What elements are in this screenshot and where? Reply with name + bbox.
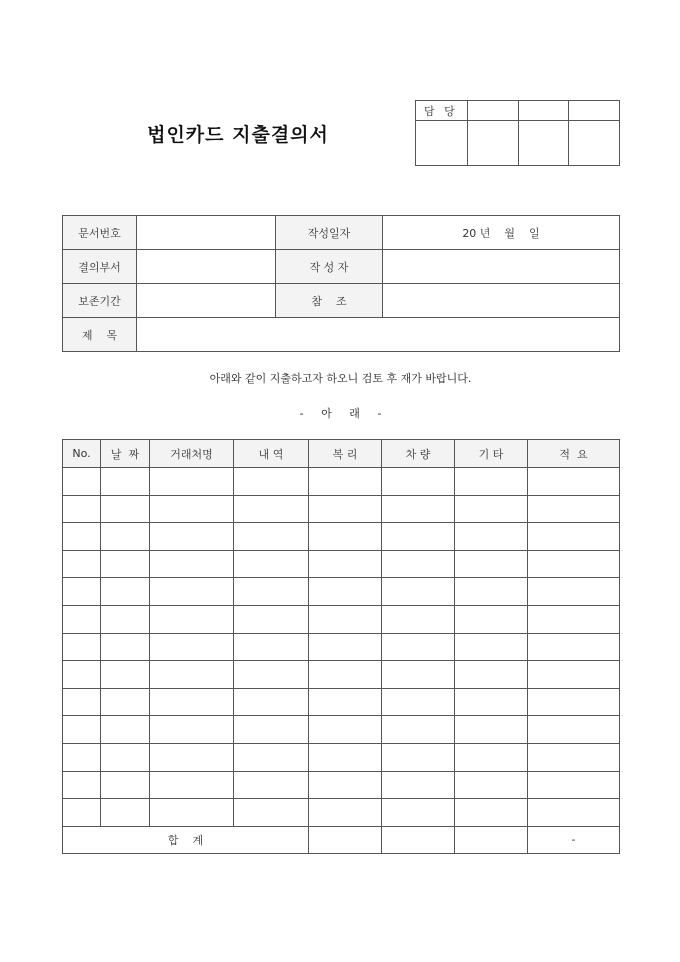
table-cell[interactable] — [150, 605, 234, 633]
author-label: 작 성 자 — [276, 250, 383, 284]
table-cell[interactable] — [309, 633, 382, 661]
table-cell[interactable] — [234, 633, 309, 661]
table-cell[interactable] — [150, 771, 234, 799]
table-cell[interactable] — [101, 468, 150, 496]
table-cell[interactable] — [382, 661, 455, 689]
retention-label: 보존기간 — [63, 284, 137, 318]
table-cell[interactable] — [101, 771, 150, 799]
table-cell[interactable] — [309, 771, 382, 799]
table-cell[interactable] — [63, 743, 101, 771]
approval-signer-header[interactable] — [569, 101, 620, 121]
table-cell[interactable] — [455, 495, 528, 523]
column-header: 차 량 — [382, 440, 455, 468]
table-cell[interactable] — [455, 661, 528, 689]
table-cell[interactable] — [101, 799, 150, 827]
table-cell[interactable] — [63, 661, 101, 689]
table-cell[interactable] — [63, 716, 101, 744]
table-row — [63, 771, 620, 799]
table-cell[interactable] — [101, 743, 150, 771]
table-cell[interactable] — [455, 716, 528, 744]
table-cell[interactable] — [234, 661, 309, 689]
table-cell[interactable] — [63, 468, 101, 496]
column-header: No. — [63, 440, 101, 468]
table-cell[interactable] — [309, 605, 382, 633]
table-cell[interactable] — [101, 578, 150, 606]
table-cell[interactable] — [309, 688, 382, 716]
table-cell[interactable] — [150, 633, 234, 661]
table-cell[interactable] — [234, 550, 309, 578]
table-cell[interactable] — [309, 550, 382, 578]
table-cell[interactable] — [234, 771, 309, 799]
table-cell[interactable] — [234, 578, 309, 606]
table-cell[interactable] — [309, 743, 382, 771]
table-cell[interactable] — [382, 468, 455, 496]
table-cell[interactable] — [528, 661, 620, 689]
table-cell[interactable] — [382, 523, 455, 551]
table-cell[interactable] — [382, 688, 455, 716]
table-cell[interactable] — [234, 688, 309, 716]
table-cell[interactable] — [309, 661, 382, 689]
doc-number-label: 문서번호 — [63, 216, 137, 250]
reference-label: 참 조 — [276, 284, 383, 318]
table-cell[interactable] — [309, 578, 382, 606]
table-cell[interactable] — [455, 799, 528, 827]
total-cell[interactable] — [382, 826, 455, 853]
total-cell[interactable] — [309, 826, 382, 853]
column-header: 기 타 — [455, 440, 528, 468]
table-cell[interactable] — [382, 550, 455, 578]
approval-table — [415, 100, 620, 166]
table-cell[interactable] — [234, 743, 309, 771]
table-cell[interactable] — [150, 523, 234, 551]
request-sentence: 아래와 같이 지출하고자 하오니 검토 후 재가 바랍니다. — [209, 372, 472, 385]
table-cell[interactable] — [309, 523, 382, 551]
table-row — [63, 550, 620, 578]
table-cell[interactable] — [234, 605, 309, 633]
table-cell[interactable] — [234, 716, 309, 744]
table-cell[interactable] — [101, 716, 150, 744]
table-cell[interactable] — [63, 799, 101, 827]
column-header: 거래처명 — [150, 440, 234, 468]
table-cell[interactable] — [234, 799, 309, 827]
table-cell[interactable] — [528, 523, 620, 551]
column-header: 복 리 — [309, 440, 382, 468]
table-cell[interactable] — [528, 716, 620, 744]
expense-table — [62, 439, 620, 854]
table-row — [63, 578, 620, 606]
table-row — [63, 688, 620, 716]
table-row — [63, 716, 620, 744]
table-row — [63, 605, 620, 633]
table-cell[interactable] — [309, 799, 382, 827]
table-row — [63, 743, 620, 771]
table-cell[interactable] — [150, 495, 234, 523]
table-cell[interactable] — [63, 688, 101, 716]
table-cell[interactable] — [528, 771, 620, 799]
approval-label: 담 당 — [416, 101, 468, 121]
table-row — [63, 468, 620, 496]
table-cell[interactable] — [150, 688, 234, 716]
column-header: 내 역 — [234, 440, 309, 468]
table-cell[interactable] — [150, 578, 234, 606]
table-row — [63, 633, 620, 661]
column-header: 적 요 — [528, 440, 620, 468]
dept-field[interactable] — [137, 250, 276, 284]
table-cell[interactable] — [63, 605, 101, 633]
table-cell[interactable] — [63, 633, 101, 661]
table-cell[interactable] — [150, 716, 234, 744]
table-cell[interactable] — [150, 799, 234, 827]
table-cell[interactable] — [63, 495, 101, 523]
table-cell[interactable] — [528, 799, 620, 827]
table-row — [63, 495, 620, 523]
table-cell[interactable] — [309, 468, 382, 496]
table-cell[interactable] — [382, 743, 455, 771]
table-cell[interactable] — [382, 716, 455, 744]
table-cell[interactable] — [528, 495, 620, 523]
table-row — [63, 799, 620, 827]
table-cell[interactable] — [382, 578, 455, 606]
table-cell[interactable] — [528, 468, 620, 496]
table-cell[interactable] — [234, 523, 309, 551]
table-cell[interactable] — [455, 743, 528, 771]
approval-sign-box[interactable] — [468, 121, 519, 166]
info-table — [62, 215, 620, 352]
total-label: 합 계 — [63, 826, 309, 853]
table-cell[interactable] — [150, 743, 234, 771]
approval-sign-box[interactable] — [416, 121, 468, 166]
table-cell[interactable] — [528, 550, 620, 578]
table-cell[interactable] — [455, 688, 528, 716]
table-cell[interactable] — [455, 468, 528, 496]
table-cell[interactable] — [528, 578, 620, 606]
total-summary-cell[interactable]: - — [528, 826, 620, 853]
table-cell[interactable] — [101, 661, 150, 689]
table-row — [63, 523, 620, 551]
table-cell[interactable] — [63, 550, 101, 578]
table-cell[interactable] — [455, 605, 528, 633]
table-cell[interactable] — [455, 633, 528, 661]
subject-label: 제 목 — [63, 318, 137, 352]
table-cell[interactable] — [455, 578, 528, 606]
table-cell[interactable] — [382, 771, 455, 799]
reference-field[interactable] — [383, 284, 620, 318]
table-cell[interactable] — [101, 495, 150, 523]
approval-sign-box[interactable] — [569, 121, 620, 166]
page-title: 법인카드 지출결의서 — [147, 124, 329, 146]
approval-sign-box[interactable] — [519, 121, 569, 166]
table-cell[interactable] — [528, 688, 620, 716]
table-cell[interactable] — [309, 495, 382, 523]
doc-number-field[interactable] — [137, 216, 276, 250]
expense-header-row — [63, 440, 620, 468]
table-cell[interactable] — [382, 605, 455, 633]
total-cell[interactable] — [455, 826, 528, 853]
retention-field[interactable] — [137, 284, 276, 318]
author-field[interactable] — [383, 250, 620, 284]
table-row — [63, 661, 620, 689]
table-cell[interactable] — [150, 468, 234, 496]
table-cell[interactable] — [234, 468, 309, 496]
below-label: - 아 래 - — [299, 407, 382, 420]
table-cell[interactable] — [382, 495, 455, 523]
table-cell[interactable] — [382, 799, 455, 827]
column-header: 날 짜 — [101, 440, 150, 468]
table-cell[interactable] — [63, 771, 101, 799]
subject-field[interactable] — [137, 318, 620, 352]
table-cell[interactable] — [528, 605, 620, 633]
table-cell[interactable] — [101, 688, 150, 716]
table-cell[interactable] — [101, 523, 150, 551]
table-cell[interactable] — [150, 661, 234, 689]
table-cell[interactable] — [382, 633, 455, 661]
total-row — [63, 826, 620, 853]
table-cell[interactable] — [101, 550, 150, 578]
approval-signer-header[interactable] — [519, 101, 569, 121]
table-cell[interactable] — [234, 495, 309, 523]
table-cell[interactable] — [455, 771, 528, 799]
table-cell[interactable] — [63, 578, 101, 606]
table-cell[interactable] — [455, 523, 528, 551]
dept-label: 결의부서 — [63, 250, 137, 284]
date-field[interactable]: 20 년 월 일 — [383, 216, 620, 250]
approval-signer-header[interactable] — [468, 101, 519, 121]
table-cell[interactable] — [150, 550, 234, 578]
table-cell[interactable] — [309, 716, 382, 744]
table-cell[interactable] — [101, 633, 150, 661]
table-cell[interactable] — [528, 633, 620, 661]
table-cell[interactable] — [455, 550, 528, 578]
table-cell[interactable] — [63, 523, 101, 551]
table-cell[interactable] — [101, 605, 150, 633]
table-cell[interactable] — [528, 743, 620, 771]
date-label: 작성일자 — [276, 216, 383, 250]
